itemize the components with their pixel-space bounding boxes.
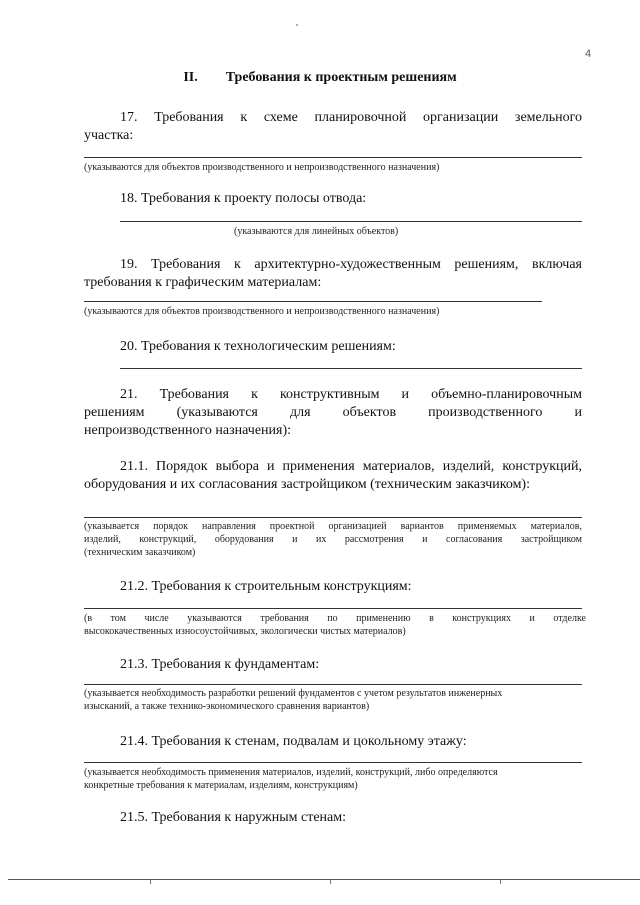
item-19-line1: 19. Требования к архитектурно-художественным решениям, включая bbox=[120, 257, 582, 272]
item-21-1-line2: оборудования и их согласования застройщиком (техническим заказчиком): bbox=[84, 477, 530, 492]
border-tick bbox=[150, 880, 151, 884]
item-18-text: 18. Требования к проекту полосы отвода: bbox=[120, 191, 367, 206]
item-17-line1: 17. Требования к схеме планировочной организации земельного bbox=[120, 110, 582, 125]
item-21-4-fill-line[interactable] bbox=[84, 762, 582, 763]
section-number: II. bbox=[183, 70, 198, 85]
item-21-3-fill-line[interactable] bbox=[84, 684, 582, 685]
item-21-3-hint2: изысканий, а также технико-экономического сравнения вариантов) bbox=[84, 701, 370, 712]
section-heading bbox=[0, 70, 640, 86]
item-21-1-hint1: (указывается порядок направления проектной организацией вариантов применяемых материалов, bbox=[84, 521, 582, 532]
page-number: 4 bbox=[585, 48, 592, 60]
item-18-fill-line[interactable] bbox=[120, 221, 582, 222]
item-21-2-fill-line[interactable] bbox=[84, 608, 582, 609]
item-21-2-hint2: высококачественных износоустойчивых, экологически чистых материалов) bbox=[84, 626, 406, 637]
item-21-4-hint1: (указывается необходимость применения материалов, изделий, конструкций, либо определяются bbox=[84, 767, 498, 778]
item-19-line2: требования к графическим материалам: bbox=[84, 275, 322, 290]
item-21-4-hint2: конкретные требования к материалам, изделиям, конструкциям) bbox=[84, 780, 358, 791]
scan-speck bbox=[296, 24, 298, 26]
item-21-line1: 21. Требования к конструктивным и объемно-планировочным bbox=[120, 387, 582, 402]
item-20-fill-line[interactable] bbox=[120, 368, 582, 369]
item-21-1-line1: 21.1. Порядок выбора и применения материалов, изделий, конструкций, bbox=[120, 459, 582, 474]
border-tick bbox=[500, 880, 501, 884]
page-bottom-border bbox=[8, 879, 640, 880]
item-18-hint: (указываются для линейных объектов) bbox=[234, 226, 399, 237]
item-21-4-text: 21.4. Требования к стенам, подвалам и цокольному этажу: bbox=[120, 734, 467, 749]
item-19-hint: (указываются для объектов производственного и непроизводственного назначения) bbox=[84, 306, 440, 317]
item-21-5-text: 21.5. Требования к наружным стенам: bbox=[120, 810, 346, 825]
item-21-3-hint1: (указывается необходимость разработки решений фундаментов с учетом результатов инженерных bbox=[84, 688, 503, 699]
item-17-fill-line[interactable] bbox=[84, 157, 582, 158]
item-20-text: 20. Требования к технологическим решениям: bbox=[120, 339, 396, 354]
item-21-2-hint1: (в том числе указываются требования по применению в конструкциях и отделке bbox=[84, 613, 586, 624]
item-21-1-hint3: (техническим заказчиком) bbox=[84, 547, 196, 558]
item-21-3-text: 21.3. Требования к фундаментам: bbox=[120, 657, 320, 672]
item-21-1-fill-line[interactable] bbox=[84, 517, 582, 518]
item-21-line3: непроизводственного назначения): bbox=[84, 423, 292, 438]
section-title: Требования к проектным решениям bbox=[225, 70, 457, 85]
item-21-line2: решениям (указываются для объектов производственного и bbox=[84, 405, 582, 420]
item-17-hint: (указываются для объектов производственного и непроизводственного назначения) bbox=[84, 162, 440, 173]
item-17-line2: участка: bbox=[84, 128, 134, 143]
item-21-2-text: 21.2. Требования к строительным конструкциям: bbox=[120, 579, 412, 594]
item-19-fill-line[interactable] bbox=[84, 301, 542, 302]
item-21-1-hint2: изделий, конструкций, оборудования и их рассмотрения и согласования застройщиком bbox=[84, 534, 582, 545]
border-tick bbox=[330, 880, 331, 884]
